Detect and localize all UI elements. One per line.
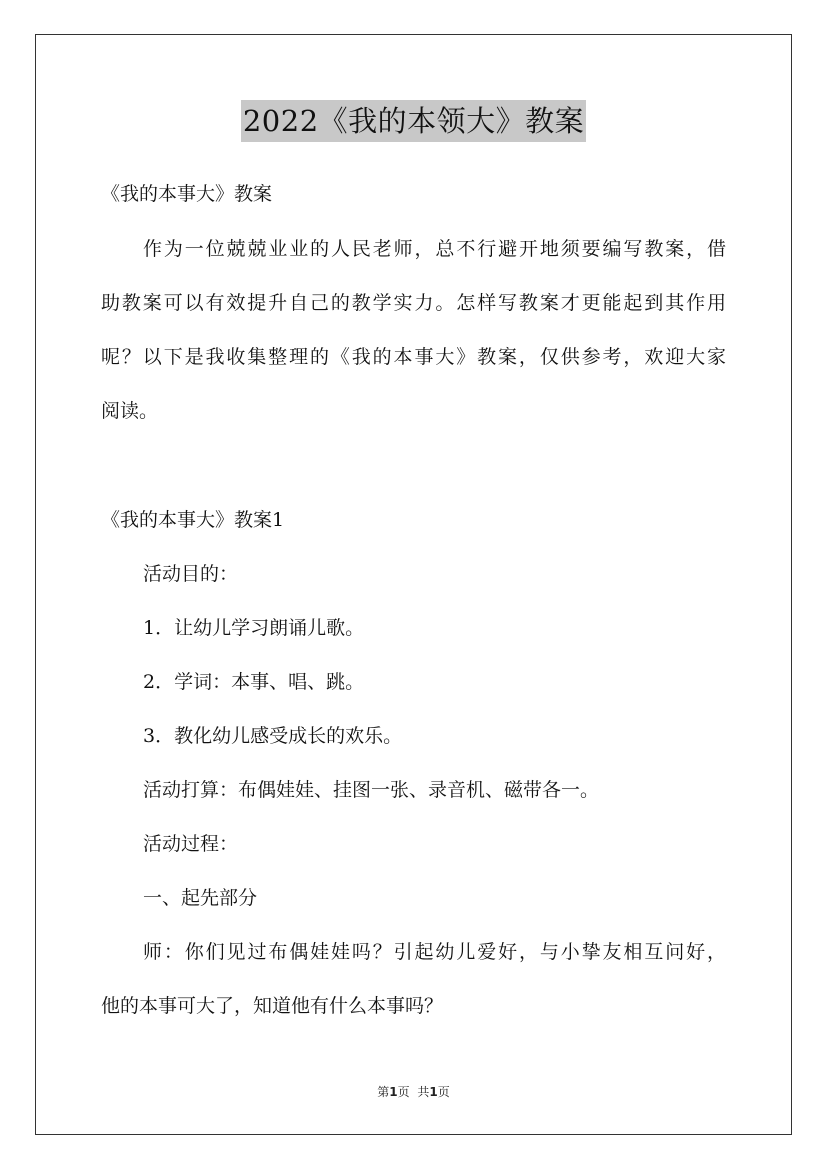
footer-page-num: 1 [389, 1085, 398, 1099]
document-title: 2022《我的本领大》教案 [241, 100, 586, 142]
goal-item-2: 2．学词：本事、唱、跳。 [143, 671, 365, 693]
intro-line-1: 作为一位兢兢业业的人民老师，总不行避开地须要编写教案，借 [143, 238, 726, 260]
footer-total-num: 1 [429, 1085, 438, 1099]
teacher-line-2: 他的本事可大了，知道他有什么本事吗？ [101, 995, 444, 1017]
preparation-text: 活动打算：布偶娃娃、挂图一张、录音机、磁带各一。 [143, 779, 600, 801]
teacher-line-1: 师：你们见过布偶娃娃吗？引起幼儿爱好，与小挚友相互问好， [143, 941, 726, 963]
footer-page-mid: 页 [397, 1085, 410, 1099]
process-label: 活动过程： [143, 833, 239, 855]
subtitle: 《我的本事大》教案 [101, 183, 273, 205]
goal-item-3: 3．教化幼儿感受成长的欢乐。 [143, 725, 403, 747]
section-heading: 《我的本事大》教案1 [101, 509, 285, 531]
activity-goal-label: 活动目的： [143, 563, 239, 585]
intro-line-3: 呢？以下是我收集整理的《我的本事大》教案，仅供参考，欢迎大家 [101, 346, 726, 368]
footer-total-pre: 共 [417, 1085, 430, 1099]
footer-page-pre: 第 [377, 1085, 390, 1099]
intro-line-2: 助教案可以有效提升自己的教学实力。怎样写教案才更能起到其作用 [101, 292, 726, 314]
goal-item-1: 1．让幼儿学习朗诵儿歌。 [143, 617, 365, 639]
part-one-heading: 一、起先部分 [143, 887, 258, 909]
title-wrapper [0, 100, 827, 142]
intro-line-4: 阅读。 [101, 400, 159, 422]
page-footer [0, 1084, 827, 1100]
footer-total-post: 页 [437, 1085, 450, 1099]
